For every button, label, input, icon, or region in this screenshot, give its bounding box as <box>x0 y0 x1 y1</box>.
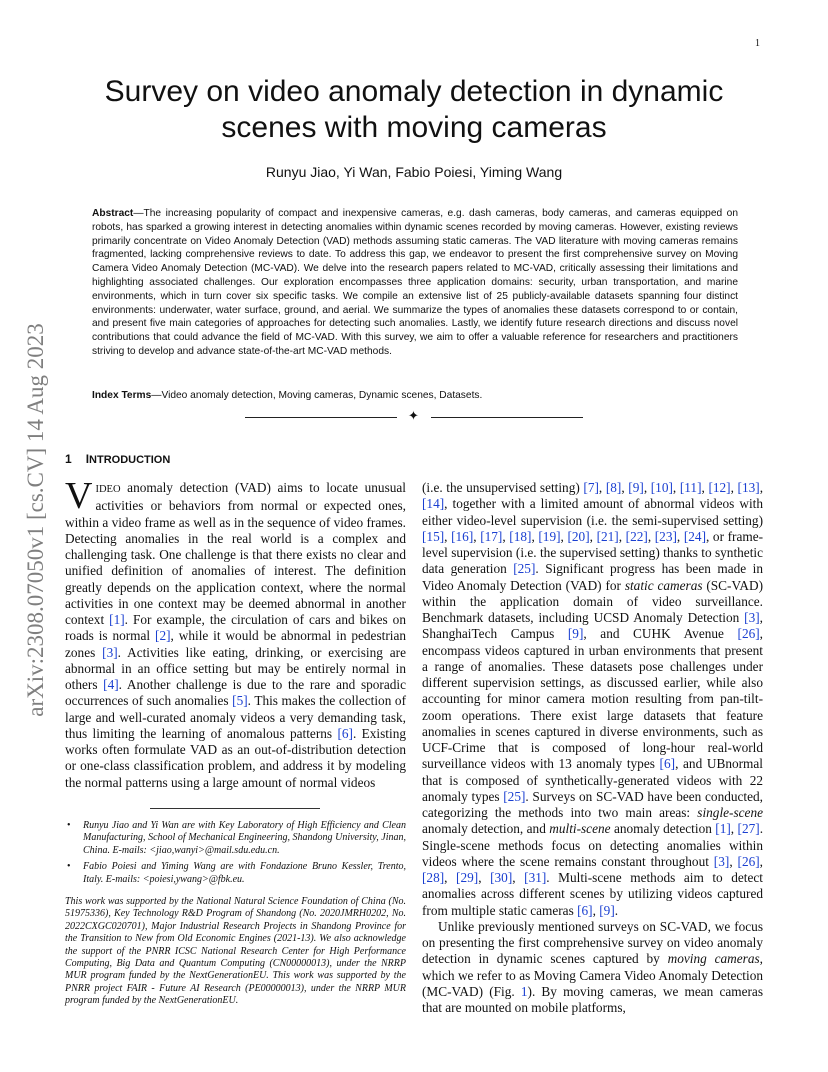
text-run: , while it would be abnormal in pedestrian zones <box>65 628 407 660</box>
citation-link[interactable]: [1] <box>109 612 125 627</box>
figure-link[interactable]: 1 <box>520 983 528 999</box>
text-run: anomaly detection <box>610 821 716 837</box>
citation-link[interactable]: [2] <box>155 628 171 644</box>
text-run: anomaly detection, and <box>422 821 550 837</box>
separator: , <box>444 528 452 544</box>
separator: , <box>643 480 651 495</box>
separator: , <box>672 480 680 495</box>
emphasis-moving-cameras: moving cameras <box>667 951 760 967</box>
citation-link[interactable]: [25] <box>503 788 526 804</box>
right-column <box>422 480 763 1016</box>
title-line-1: Survey on video anomaly detection in dynamic <box>104 75 724 108</box>
citation-link[interactable]: [9] <box>599 902 615 918</box>
index-terms <box>92 389 738 403</box>
text-run: , ShanghaiTech Campus <box>422 610 763 642</box>
left-column <box>65 475 407 791</box>
separator: , <box>759 853 763 869</box>
section-number: 1 <box>65 452 72 466</box>
citation-link[interactable]: [12] <box>708 480 731 495</box>
citation-link[interactable]: [28] <box>422 870 445 885</box>
citation-link[interactable]: [3] <box>713 853 730 869</box>
citation-link[interactable]: [29] <box>456 870 479 885</box>
text-run: . Existing works often formulate VAD as an out-of-distribution detection or one-class classification problem, and address it by modeling the normal patterns using a large amount of normal videos <box>65 725 406 790</box>
citation-link[interactable]: [19] <box>538 528 561 544</box>
footnote-affiliation-2 <box>65 861 406 886</box>
separator: , <box>502 528 510 544</box>
text-run: , and UBnormal that is composed of synthetically-generated videos with 22 anomaly types <box>422 756 763 804</box>
citation-link[interactable]: [7] <box>583 480 599 495</box>
citation-link[interactable]: [21] <box>596 528 619 544</box>
separator: , <box>473 528 481 544</box>
page-number: 1 <box>755 38 760 49</box>
section-first-letter: I <box>85 452 90 466</box>
text-run: , or frame-level supervision (i.e. the supervised setting) thanks to synthetic data generation <box>422 528 764 577</box>
citation-link[interactable]: [22] <box>625 528 648 544</box>
title-line-2: scenes with moving cameras <box>221 111 607 144</box>
citation-link[interactable]: [6] <box>337 725 353 741</box>
citation-link[interactable]: [11] <box>679 480 702 495</box>
abstract-text: —The increasing popularity of compact and inexpensive cameras, e.g. dash cameras, body cameras, and cameras equipped on robots, has sparked a growing interest in detecting anomalies within dynamic scenes recorded by moving cameras. However, existing reviews primarily concentrate on Video Anomaly Detection (VAD) methods assuming static cameras. The VAD literature with moving cameras remains fragmented, lacking comprehensive reviews to date. To address this gap, we endeavor to present the first comprehensive survey on Moving Camera Video Anomaly Detection (MC-VAD). We delve into the research papers related to MC-VAD, critically assessing their limitations and highlighting associated challenges. Our exploration encompasses three application domains: security, urban transportation, and marine environments, which in turn cover six specific tasks. We compile an extensive list of 25 publicly-available datasets spanning four distinct environments: underwater, water surface, ground, and aerial. We summarize the types of anomalies these datasets correspond to or contain, and present five main categories of approaches for detecting such anomalies. Lastly, we identify future research directions and discuss novel contributions that could advance the field of MC-VAD. With this survey, we aim to offer a valuable reference for researchers and practitioners striving to develop and advance state-of-the-art MC-VAD methods. <box>92 208 738 357</box>
citation-link[interactable]: [3] <box>744 610 760 625</box>
drop-cap: V <box>65 475 93 517</box>
author-list: Runyu Jiao, Yi Wan, Fabio Poiesi, Yiming Wang <box>265 164 563 180</box>
text-run: (i.e. the unsupervised setting) <box>422 480 584 495</box>
intro-paragraph-2 <box>422 919 763 1017</box>
emphasis-single-scene: single-scene <box>697 805 763 820</box>
citation-link[interactable]: [17] <box>480 528 503 544</box>
citation-link[interactable]: [14] <box>422 496 445 512</box>
divider-line-right <box>431 417 583 418</box>
section-title-rest: NTRODUCTION <box>89 454 171 466</box>
citation-link[interactable]: [24] <box>683 528 706 544</box>
text-run: . For example, the circulation of cars and bikes on roads is normal <box>65 612 406 644</box>
separator: , <box>512 870 525 885</box>
funding-note: This work was supported by the National Natural Science Foundation of China (No. 51975336), Key Technology R&D Program of Shandong (No. 2020JMRH0202, No. 2022CXGC020701), Major Industrial Research Projects in Shandong Province for the Transition to New from Old Economic Engines (2021-13). We also acknowledge the support of the PNRR ICSC National Research Center for High Performance Computing, Big Data and Quantum Computing (CN00000013), under the NRRP MUR program funded by the NextGenerationEU. This work was supported by the PNRR project FAIR - Future AI Research (PE00000013), under the NRRP MUR program funded by the NextGenerationEU. <box>65 896 406 1007</box>
separator: , <box>647 528 655 544</box>
separator: , <box>618 528 626 544</box>
separator: , <box>560 528 568 544</box>
citation-link[interactable]: [8] <box>605 480 622 495</box>
bullet: • <box>67 820 71 831</box>
separator: , <box>729 853 738 869</box>
citation-link[interactable]: [1] <box>715 821 731 837</box>
section-heading-introduction <box>65 452 170 466</box>
citation-link[interactable]: [27] <box>737 821 760 837</box>
smallcaps-word: IDEO <box>95 484 121 495</box>
section-divider <box>245 409 583 424</box>
separator: , <box>531 528 539 544</box>
citation-link[interactable]: [9] <box>628 480 644 495</box>
citation-link[interactable]: [23] <box>654 528 677 544</box>
separator: , <box>676 528 684 544</box>
separator: , <box>444 870 457 885</box>
citation-link[interactable]: [31] <box>524 870 547 885</box>
index-terms-label: Index Terms <box>92 390 152 401</box>
separator: , <box>592 902 600 918</box>
text-run: Unlike previously mentioned surveys on SC-VAD, we focus on presenting the first comprehensive survey on video anomaly detection in dynamic scenes captured by <box>422 918 763 967</box>
text-run: , which we refer to as Moving Camera Video Anomaly Detection (MC-VAD) (Fig. <box>422 951 763 999</box>
text-run: . Multi-scene methods aim to detect anomalies across different scenes by utilizing videos captured from multiple static cameras <box>422 870 763 918</box>
text-run: . This makes the collection of large and well-curated anomaly videos a very demanding task, thus limiting the learning of anomalous patterns <box>65 693 406 741</box>
citation-link[interactable]: [16] <box>451 528 474 544</box>
text-run: . Significant progress has been made in Video Anomaly Detection (VAD) for <box>422 561 763 593</box>
citation-link[interactable]: [5] <box>232 693 248 709</box>
text-run: , and CUHK Avenue <box>583 626 738 642</box>
citation-link[interactable]: [9] <box>567 626 584 642</box>
bullet: • <box>67 861 71 873</box>
paper-title <box>60 74 768 146</box>
citation-link[interactable]: [6] <box>577 902 593 918</box>
citation-link[interactable]: [20] <box>567 528 590 544</box>
separator: , <box>589 528 597 544</box>
divider-ornament-icon: ✦ <box>408 409 419 424</box>
citation-group <box>422 529 706 544</box>
text-run: (SC-VAD) within the application domain of video surveillance. Benchmark datasets, including UCSD Anomaly Detection <box>422 577 763 625</box>
arxiv-identifier[interactable]: arXiv:2308.07050v1 [cs.CV] 14 Aug 2023 <box>23 323 48 717</box>
footnote-rule <box>150 808 320 809</box>
citation-link[interactable]: [25] <box>513 561 536 577</box>
intro-paragraph-1 <box>65 475 407 791</box>
separator: , <box>730 480 738 495</box>
emphasis-multi-scene: multi-scene <box>549 821 611 837</box>
text-run: ). By moving cameras, we mean cameras that are mounted on mobile platforms, <box>422 983 763 1015</box>
citation-link[interactable]: [10] <box>650 480 673 495</box>
separator: , <box>701 480 709 495</box>
citation-link[interactable]: [26] <box>737 626 760 642</box>
footnote-text: Fabio Poiesi and Yiming Wang are with Fondazione Bruno Kessler, Trento, Italy. E-mails: <poiesi,ywang>@fbk.eu. <box>83 861 406 885</box>
emphasis-static-cameras: static cameras <box>624 577 703 593</box>
footnote-affiliation-1 <box>65 820 406 857</box>
citation-link[interactable]: [18] <box>509 528 532 544</box>
citation-link[interactable]: [30] <box>490 870 513 885</box>
abstract-label: Abstract <box>92 208 134 219</box>
divider-line-left <box>245 417 397 418</box>
citation-link[interactable]: [26] <box>737 853 760 869</box>
text-run: , together with a limited amount of abnormal videos with either video-level supervision (i.e. the semi-supervised setting) <box>422 496 763 528</box>
separator: , <box>730 821 738 837</box>
citation-link[interactable]: [4] <box>103 677 119 692</box>
footnote-text: Runyu Jiao and Yi Wan are with Key Laboratory of High Efficiency and Clean Manufacturing, School of Mechanical Engineering, Shandong University, Jinan, China. E-mails: <jiao,wanyi>@mail.sdu.edu.cn. <box>83 820 406 856</box>
separator: , <box>478 870 491 885</box>
separator: , <box>598 480 606 495</box>
text-run: . Surveys on SC-VAD have been conducted, categorizing the methods into two main areas: <box>422 788 763 820</box>
text-run: . Activities like eating, drinking, or exercising are abnormal in an office setting but may be entirely normal in others <box>65 644 406 692</box>
index-terms-text: —Video anomaly detection, Moving cameras, Dynamic scenes, Datasets. <box>151 390 483 401</box>
citation-link[interactable]: [6] <box>659 756 676 772</box>
citation-link[interactable]: [15] <box>422 528 445 544</box>
text-run: . Another challenge is due to the rare and sporadic occurrences of such anomalies <box>65 677 406 709</box>
text-run: . Single-scene methods focus on detecting anomalies within videos where the scene remains constant throughout <box>422 821 764 869</box>
citation-link[interactable]: [13] <box>737 480 760 495</box>
text-run: anomaly detection (VAD) aims to locate unusual activities or behaviors from normal or expected ones, within a video frame as well as in the sequence of video frames. Detecting anomalies in the real world is a complex and challenging task. One challenge is that there exists no clear and unified definition of anomalies of interest. The definition greatly depends on the application context, where the normal activities in one context may be deemed abnormal in another context <box>65 480 406 627</box>
separator: , <box>759 480 764 495</box>
footnotes <box>65 820 406 1018</box>
intro-paragraph-1-continued <box>422 480 763 919</box>
citation-link[interactable]: [3] <box>102 644 118 660</box>
separator: , <box>621 480 629 495</box>
text-run: , encompass videos captured in urban environments that present a range of anomalies. These datasets pose challenges under different supervision settings, as discussed earlier, while also accounting for minor camera motion resulting from pan-tilt-zoom operations. There exist large datasets that feature anomalies in scenes captured in diverse environments, such as UCF-Crime that is composed of long-hour real-world surveillance videos with 13 anomaly types <box>422 626 763 772</box>
abstract <box>92 207 738 359</box>
text-run: . <box>614 902 619 918</box>
